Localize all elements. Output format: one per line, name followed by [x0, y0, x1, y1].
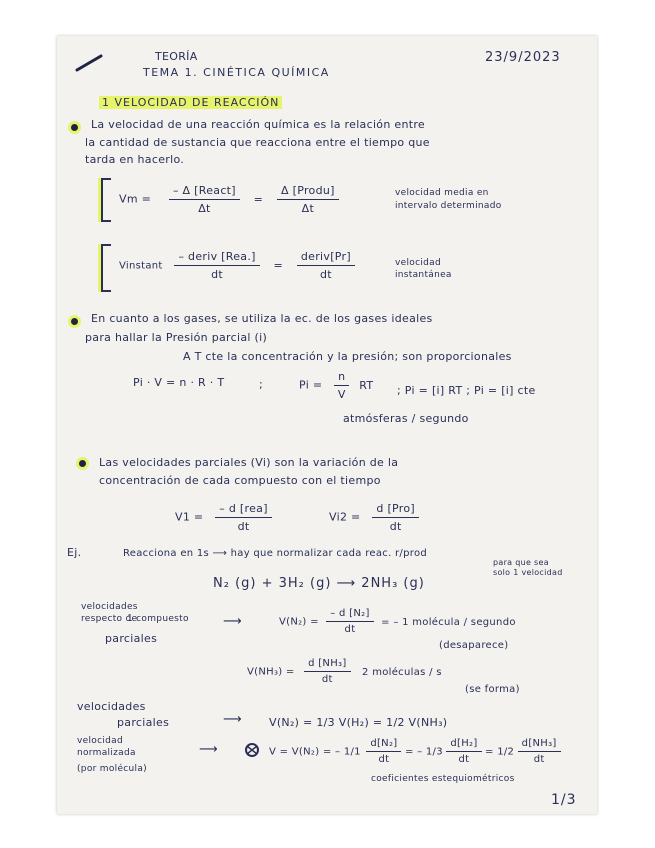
norm-denominator-3: dt	[533, 754, 545, 765]
relation-equation: V(N₂) = 1/3 V(H₂) = 1/2 V(NH₃)	[269, 716, 448, 729]
norm-mid-2: = 1/2	[485, 746, 515, 758]
arrow-icon: ⟶	[223, 712, 243, 727]
norm-numerator-2: d[H₂]	[446, 738, 481, 752]
vm-denominator-1: Δt	[198, 202, 211, 215]
formula-vm	[119, 184, 339, 215]
gases-equation-2	[299, 370, 373, 401]
vn2-label: V(N₂) =	[279, 616, 319, 628]
vi-note-line-2: instantánea	[395, 270, 452, 280]
partials-vi2	[329, 502, 419, 533]
vm-fraction-1	[169, 184, 240, 215]
notebook-page	[57, 36, 597, 814]
partials-line-2: concentración de cada compuesto con el tiempo	[99, 474, 381, 487]
eq2-label: Pi =	[299, 378, 323, 392]
definition-line-3: tarda en hacerlo.	[85, 153, 185, 166]
vm-fraction-2	[277, 184, 339, 215]
gases-equation-3: ; Pi = [i] RT ; Pi = [i] cte	[397, 384, 536, 397]
vm-numerator-1: – Δ [React]	[169, 184, 240, 200]
vi-numerator-1: – deriv [Rea.]	[174, 250, 259, 266]
vn2-note: (desaparece)	[439, 640, 509, 651]
scribble-icon	[243, 742, 261, 758]
normalized-label-2: normalizada	[77, 748, 136, 758]
header-subject: TEORÍA	[155, 50, 198, 63]
vi2-label: Vi2 =	[329, 510, 361, 524]
vm-numerator-2: Δ [Produ]	[277, 184, 339, 200]
normalized-note: coeficientes estequiométricos	[371, 774, 515, 784]
header-topic: TEMA 1. CINÉTICA QUÍMICA	[143, 66, 330, 79]
page-number: 1/3	[551, 792, 577, 808]
vn2-result: = – 1 molécula / segundo	[381, 616, 516, 628]
header-date: 23/9/2023	[485, 50, 561, 65]
norm-mid-1: = – 1/3	[404, 746, 443, 758]
arrow-icon: ⟶	[223, 614, 243, 629]
arrow-icon: ⟶	[199, 742, 219, 757]
pen-stroke-icon	[75, 52, 105, 72]
normalized-label-3: (por molécula)	[77, 764, 147, 774]
gases-line-1: En cuanto a los gases, se utiliza la ec. de los gases ideales	[91, 312, 433, 325]
vnh3-note: (se forma)	[465, 684, 520, 695]
definition-line-1: La velocidad de una reacción química es la relación entre	[91, 118, 426, 131]
norm-fraction-1	[366, 738, 401, 765]
vnh3-result: 2 moléculas / s	[362, 666, 442, 678]
vnh3-denominator: dt	[321, 674, 333, 685]
vi-denominator-2: dt	[319, 268, 332, 281]
norm-lhs: V = V(N₂) = – 1/1	[269, 746, 361, 758]
v1-denominator: dt	[237, 520, 250, 533]
vi2-fraction	[372, 502, 419, 533]
vnh3-numerator: d [NH₃]	[304, 658, 350, 672]
v1-label: V1 =	[175, 510, 204, 524]
norm-denominator-1: dt	[378, 754, 390, 765]
eq2-denominator: V	[337, 388, 346, 401]
norm-fraction-2	[446, 738, 481, 765]
bullet-icon	[71, 124, 78, 131]
bracket-mark	[101, 178, 111, 222]
gases-line-3: A T cte la concentración y la presión; son proporcionales	[183, 350, 512, 363]
norm-numerator-3: d[NH₃]	[518, 738, 561, 752]
eq2-fraction	[334, 370, 349, 401]
vm-equals: =	[253, 192, 264, 206]
eq2-rt: RT	[359, 378, 374, 392]
norm-fraction-3	[518, 738, 561, 765]
vm-label: Vm =	[119, 192, 152, 206]
vm-note-line-1: velocidad media en	[395, 188, 489, 198]
rate-nh3	[247, 658, 442, 685]
relation-label-2: parciales	[117, 716, 170, 729]
vi-note-line-1: velocidad	[395, 258, 441, 268]
norm-numerator-1: d[N₂]	[366, 738, 401, 752]
example-line-1: Reacciona en 1s ⟶ hay que normalizar cada reac. r/prod	[123, 548, 428, 559]
relation-label-1: velocidades	[77, 700, 146, 713]
vi-label: Vinstant	[119, 260, 163, 272]
vnh3-label: V(NH₃) =	[247, 666, 295, 678]
vi2-denominator: dt	[389, 520, 402, 533]
vi-denominator-1: dt	[211, 268, 224, 281]
vn2-denominator: dt	[344, 624, 356, 635]
bullet-icon	[79, 460, 86, 467]
bracket-mark	[101, 244, 111, 292]
vi2-numerator: d [Pro]	[372, 502, 419, 518]
normalized-equation	[269, 738, 561, 765]
formula-vinstant	[119, 250, 355, 281]
gases-separator: ;	[259, 378, 264, 391]
example-label: Ej.	[67, 546, 82, 559]
partials-v1	[175, 502, 272, 533]
vi-equals: =	[273, 258, 284, 272]
partials-line-1: Las velocidades parciales (Vi) son la variación de la	[99, 456, 399, 469]
v1-numerator: – d [rea]	[215, 502, 272, 518]
normalized-label-1: velocidad	[77, 736, 123, 746]
bullet-icon	[71, 318, 78, 325]
vnh3-fraction	[304, 658, 350, 685]
reaction-equation: N₂ (g) + 3H₂ (g) ⟶ 2NH₃ (g)	[213, 576, 425, 591]
partial-rates-label-1: velocidades	[81, 602, 138, 612]
gases-units: atmósferas / segundo	[343, 412, 469, 425]
vn2-numerator: – d [N₂]	[326, 608, 373, 622]
vn2-fraction	[326, 608, 373, 635]
vm-denominator-2: Δt	[301, 202, 315, 215]
partial-rates-label-2: respecto de	[81, 614, 138, 624]
gases-equation-1: Pi · V = n · R · T	[133, 376, 225, 389]
gases-line-2: para hallar la Presión parcial (i)	[85, 331, 268, 344]
vi-fraction-2	[297, 250, 355, 281]
eq2-numerator: n	[334, 370, 349, 386]
v1-fraction	[215, 502, 272, 533]
vi-numerator-2: deriv[Pr]	[297, 250, 355, 266]
vi-fraction-1	[174, 250, 259, 281]
section-title: 1 VELOCIDAD DE REACCIÓN	[99, 96, 282, 109]
vm-note-line-2: intervalo determinado	[395, 201, 502, 211]
example-note-b: solo 1 velocidad	[493, 568, 563, 577]
example-note-a: para que sea	[493, 558, 549, 567]
rate-n2	[279, 608, 516, 635]
norm-denominator-2: dt	[458, 754, 470, 765]
partial-rates-label-4: parciales	[105, 632, 158, 645]
partial-rates-label-3: 1 compuesto	[127, 614, 189, 624]
definition-line-2: la cantidad de sustancia que reacciona entre el tiempo que	[85, 136, 430, 149]
